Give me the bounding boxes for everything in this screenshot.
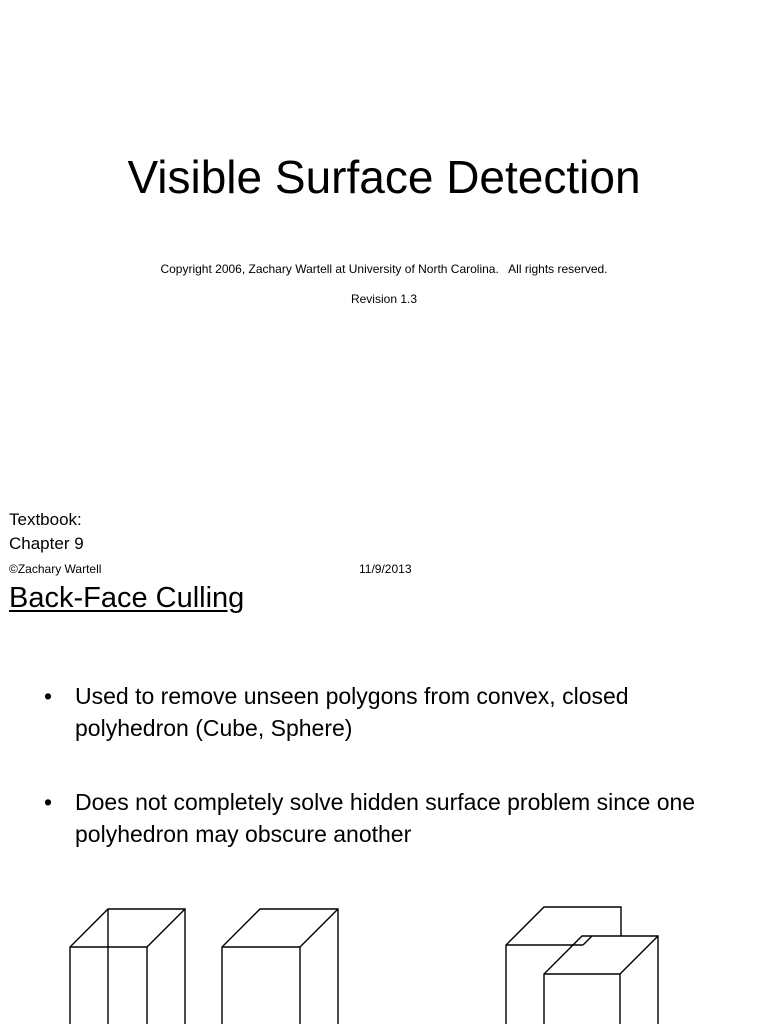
bullet-item: [44, 680, 744, 744]
textbook-label: Textbook:: [9, 510, 82, 529]
footer-date: 11/9/2013: [359, 562, 412, 576]
footer-author: ©Zachary Wartell: [9, 562, 102, 576]
bullet-item: [44, 786, 744, 850]
slide-title: Back-Face Culling: [9, 582, 245, 614]
chapter-label: Chapter 9: [9, 534, 84, 553]
solid-cube-icon: [222, 909, 338, 1024]
bullet-list: [44, 680, 744, 892]
overlapping-cubes-icon: [506, 907, 658, 1024]
copyright-notice: Copyright 2006, Zachary Wartell at University of North Carolina. All rights reserved.: [160, 262, 608, 276]
revision-label: Revision 1.3: [350, 292, 418, 306]
cube-illustrations: [0, 900, 768, 1024]
bullet-text: Does not completely solve hidden surface problem since one polyhedron may obscure another: [75, 789, 696, 847]
wireframe-cube-icon: [70, 909, 185, 1024]
bullet-text: Used to remove unseen polygons from convex, closed polyhedron (Cube, Sphere): [75, 683, 629, 741]
textbook-reference: [9, 508, 84, 556]
bullet-marker: •: [44, 683, 53, 709]
presentation-title: Visible Surface Detection: [127, 151, 641, 203]
bullet-marker: •: [44, 789, 53, 815]
